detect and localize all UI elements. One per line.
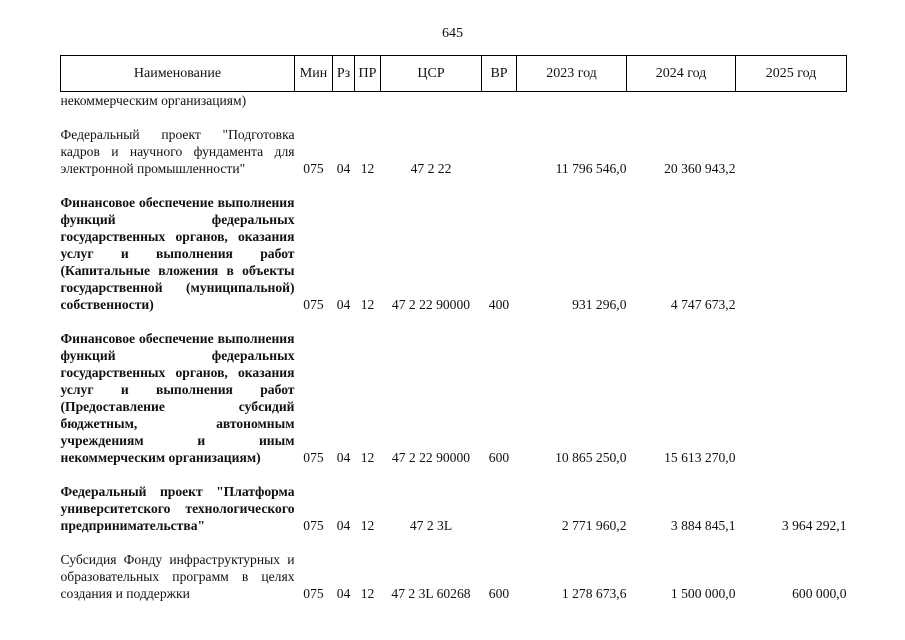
col-header-2024: 2024 год	[627, 56, 736, 92]
row-pr: 12	[360, 161, 375, 176]
row-min: 075	[303, 297, 324, 312]
budget-table	[60, 55, 847, 602]
row-rz: 04	[336, 518, 351, 533]
row-2025: 3 964 292,1	[781, 518, 847, 533]
row-vr	[482, 483, 517, 534]
row-2024: 15 613 270,0	[664, 450, 736, 465]
row-2024: 1 500 000,0	[670, 586, 736, 601]
row-2024: 4 747 673,2	[670, 297, 736, 312]
table-row	[61, 126, 847, 177]
row-name: Субсидия Фонду инфраструктурных и образовательных программ в целях создания и поддержки	[60, 552, 295, 601]
col-header-2023: 2023 год	[517, 56, 627, 92]
row-vr: 600	[488, 450, 510, 465]
row-name: Федеральный проект "Подготовка кадров и научного фундамента для электронной промышленности"	[60, 127, 295, 176]
row-2023: 2 771 960,2	[561, 518, 627, 533]
continuation-row	[61, 92, 847, 110]
row-rz: 04	[336, 297, 351, 312]
table-header-row	[61, 56, 847, 92]
row-2023: 11 796 546,0	[555, 161, 627, 176]
row-2023: 10 865 250,0	[555, 450, 627, 465]
col-header-2025: 2025 год	[736, 56, 847, 92]
row-min: 075	[303, 161, 324, 176]
row-csr: 47 2 22 90000	[391, 450, 471, 465]
row-2025	[736, 126, 847, 177]
row-min: 075	[303, 586, 324, 601]
row-2025	[736, 194, 847, 313]
row-2023: 1 278 673,6	[561, 586, 627, 601]
row-2023: 931 296,0	[572, 297, 627, 312]
page-number: 645	[442, 26, 463, 41]
table-row	[61, 483, 847, 534]
col-header-name: Наименование	[61, 56, 295, 92]
row-csr: 47 2 22 90000	[391, 297, 471, 312]
row-pr: 12	[360, 450, 375, 465]
col-header-vr: ВР	[482, 56, 517, 92]
row-2025	[736, 330, 847, 466]
row-csr: 47 2 3L 60268	[391, 586, 471, 601]
table-row	[61, 551, 847, 602]
row-2025: 600 000,0	[792, 586, 847, 601]
row-name: Финансовое обеспечение выполнения функций федеральных государственных органов, оказания услуг и выполнения работ (Капитальные вложения в объекты государственной (муниципальной) собственности)	[60, 195, 295, 312]
row-vr	[482, 126, 517, 177]
row-rz: 04	[336, 586, 351, 601]
row-rz: 04	[336, 450, 351, 465]
row-min: 075	[303, 518, 324, 533]
row-2024: 3 884 845,1	[670, 518, 736, 533]
continuation-text: некоммерческим организациям)	[60, 93, 247, 108]
row-min: 075	[303, 450, 324, 465]
row-rz: 04	[336, 161, 351, 176]
row-2024: 20 360 943,2	[664, 161, 736, 176]
table-row	[61, 194, 847, 313]
col-header-rz: Рз	[333, 56, 355, 92]
row-csr: 47 2 3L	[409, 518, 453, 533]
col-header-min: Мин	[295, 56, 333, 92]
col-header-csr: ЦСР	[381, 56, 482, 92]
row-name: Федеральный проект "Платформа университетского технологического предпринимательства"	[60, 484, 295, 533]
row-pr: 12	[360, 518, 375, 533]
row-pr: 12	[360, 586, 375, 601]
col-header-pr: ПР	[355, 56, 381, 92]
row-pr: 12	[360, 297, 375, 312]
row-vr: 400	[488, 297, 510, 312]
row-vr: 600	[488, 586, 510, 601]
row-csr: 47 2 22	[410, 161, 452, 176]
row-name: Финансовое обеспечение выполнения функций федеральных государственных органов, оказания услуг и выполнения работ (Предоставление субсидий бюджетным, автономным учреждениям и иным некоммерческим организациям)	[60, 331, 295, 465]
table-row	[61, 330, 847, 466]
